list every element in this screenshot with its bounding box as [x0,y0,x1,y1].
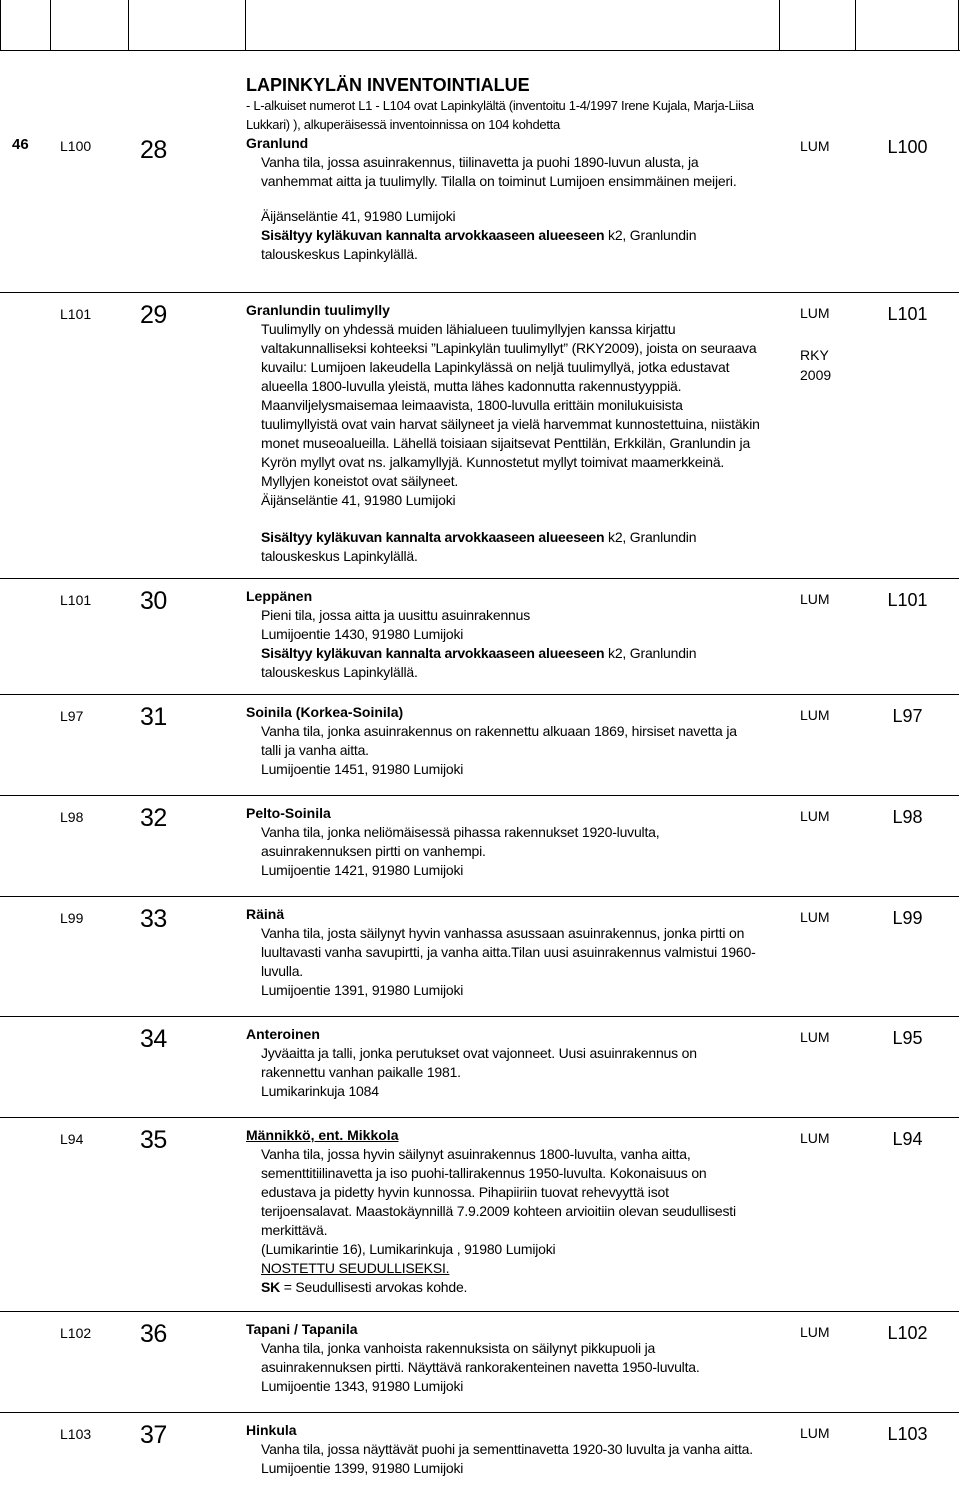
entry-address: Lumijoentie 1421, 91980 Lumijoki [246,861,760,880]
entry-code: L101 [856,579,959,693]
area-note: - L-alkuiset numerot L1 - L104 ovat Lapinkylältä (inventoitu 1-4/1997 Irene Kujala, Marja-Liisa Lukkari) ), alkuperäisessä inventoinnissa on 104 kohdetta [246,96,760,134]
entry-description: Vanha tila, jonka asuinrakennus on rakennettu alkuaan 1869, hirsiset navetta ja talli ja vanha aitta. [246,722,760,760]
sk-abbr: SK [261,1279,280,1295]
entry-name: Tapani / Tapanila [246,1320,760,1339]
entry-code: L102 [856,1312,959,1407]
entry-area [246,644,760,682]
entry-code: L101 [856,293,959,577]
entry-description: Vanha tila, jossa näyttävät puohi ja sementtinavetta 1920-30 luvulta ja vanha aitta. [246,1440,760,1459]
entry-lum: LUM [780,1413,856,1488]
entry-id: 46 [0,50,50,274]
entry-code: L95 [856,1017,959,1112]
entry-description: Vanha tila, jossa asuinrakennus, tiilinavetta ja puohi 1890-luvun alusta, ja vanhemmat aitta ja tuulimylly. Tilalla on toiminut Lumijoen ensimmäinen meijeri. [246,153,760,191]
entry-lum: LUM [780,897,856,1011]
entry-lum: LUM [780,50,856,274]
entry-ref: L94 [50,1118,136,1308]
grid-line [779,0,780,51]
entry-name: Pelto-Soinila [246,804,760,823]
inventory-table [0,50,959,1488]
entry-code: L103 [856,1413,959,1488]
entry-address: (Lumikarintie 16), Lumikarinkuja , 91980 Lumijoki [246,1240,760,1259]
entry-address: Lumijoentie 1391, 91980 Lumijoki [246,981,760,1000]
entry-description: Jyväaitta ja talli, jonka perutukset ovat vajonneet. Uusi asuinrakennus on rakennettu vanhan paikalle 1981. [246,1044,760,1082]
entry-content [246,796,780,891]
grid-line [855,0,856,51]
entry-content [246,897,780,1011]
entry-number: 31 [136,695,246,790]
entry-ref: L100 [50,50,136,274]
sk-text: = Seudullisesti arvokas kohde. [280,1279,467,1295]
entry-code: L99 [856,897,959,1011]
grid-line [958,0,959,51]
entry-status: NOSTETTU SEUDULLISEKSI. [246,1259,760,1278]
entry-content [246,293,780,577]
area-title: LAPINKYLÄN INVENTOINTIALUE [246,74,760,96]
entry-lum: LUM [780,1312,856,1407]
entry-address: Lumikarinkuja 1084 [246,1082,760,1101]
entry-lum: LUM [780,695,856,790]
entry-lum: LUM [780,1118,856,1308]
entry-number: 29 [136,293,246,577]
area-rest: k2, Granlundin talouskeskus Lapinkylällä. [261,227,696,262]
entry-name: Leppänen [246,587,760,606]
entry-ref [50,1017,136,1112]
grid-line [0,0,1,51]
entry-number: 30 [136,579,246,693]
entry-ref: L101 [50,579,136,693]
entry-description: Vanha tila, josta säilynyt hyvin vanhassa asussaan asuinrakennus, jonka pirtti on luultavasti vanha savupirtti, ja vanha aitta.Tilan uusi asuinrakennus valmistui 1960-luvulla. [246,924,760,981]
entry-address: Lumijoentie 1343, 91980 Lumijoki [246,1377,760,1396]
entry-address: Äijänseläntie 41, 91980 Lumijoki [246,207,760,226]
entry-description: Vanha tila, jonka vanhoista rakennuksista on säilynyt pikkupuoli ja asuinrakennuksen pirtti. Näyttävä rankorakenteinen navetta 1950-luvulta. [246,1339,760,1377]
table-row [0,293,959,577]
entry-number: 33 [136,897,246,1011]
grid-line [128,0,129,51]
entry-code: L97 [856,695,959,790]
area-rest: k2, Granlundin talouskeskus Lapinkylällä. [261,645,696,680]
entry-ref: L101 [50,293,136,577]
table-row [0,897,959,1011]
entry-lum: LUM [780,796,856,891]
entry-ref: L97 [50,695,136,790]
entry-content [246,695,780,790]
entry-content [246,1413,780,1488]
entry-code: L100 [856,50,959,274]
entry-ref: L102 [50,1312,136,1407]
area-bold: Sisältyy kyläkuvan kannalta arvokkaaseen alueeseen [261,227,604,243]
area-bold: Sisältyy kyläkuvan kannalta arvokkaaseen alueeseen [261,645,604,661]
entry-sk-note [246,1278,760,1297]
entry-description: Vanha tila, jossa hyvin säilynyt asuinrakennus 1800-luvulta, vanha aitta, sementtitiilinavetta ja iso puohi-tallirakennus 1950-luvulta. Kokonaisuus on edustava ja pidetty hyvin kunnossa. Pihapiiriin tuovat rehevyyttä isot terijoensalavat. Maastokäynnillä 7.9.2009 kohteen arvioitiin olevan seudullisesti merkittävä. [246,1145,760,1240]
entry-address: Lumijoentie 1451, 91980 Lumijoki [246,760,760,779]
entry-area [246,528,760,566]
entry-name: Soinila (Korkea-Soinila) [246,703,760,722]
table-row [0,579,959,693]
entry-number: 36 [136,1312,246,1407]
entry-code: L94 [856,1118,959,1308]
entry-content [246,579,780,693]
entry-name: Hinkula [246,1421,760,1440]
entry-description: Pieni tila, jossa aitta ja uusittu asuinrakennus [246,606,760,625]
entry-code: L98 [856,796,959,891]
entry-name: Männikkö, ent. Mikkola [246,1126,760,1145]
entry-name: Räinä [246,905,760,924]
table-row [0,1017,959,1112]
entry-address: Lumijoentie 1399, 91980 Lumijoki [246,1459,760,1478]
grid-line [245,0,246,51]
table-row [0,1312,959,1407]
entry-number: 34 [136,1017,246,1112]
entry-address: Äijänseläntie 41, 91980 Lumijoki [246,491,760,510]
table-row [0,796,959,891]
entry-number: 32 [136,796,246,891]
entry-content [246,1118,780,1308]
entry-address: Lumijoentie 1430, 91980 Lumijoki [246,625,760,644]
table-row [0,1118,959,1308]
entry-content [246,50,780,274]
grid-line [50,0,51,51]
entry-ref: L103 [50,1413,136,1488]
area-bold: Sisältyy kyläkuvan kannalta arvokkaaseen alueeseen [261,529,604,545]
entry-lum: LUM [780,579,856,693]
table-row [0,50,959,274]
entry-ref: L99 [50,897,136,1011]
entry-description: Vanha tila, jonka neliömäisessä pihassa rakennukset 1920-luvulta, asuinrakennuksen pirtti on vanhempi. [246,823,760,861]
table-row [0,1413,959,1488]
entry-number: 35 [136,1118,246,1308]
entry-name: Granlund [246,134,760,153]
entry-description: Tuulimylly on yhdessä muiden lähialueen tuulimyllyjen kanssa kirjattu valtakunnalliseksi kohteeksi ”Lapinkylän tuulimyllyt” (RKY2009), joista on seuraava kuvailu: Lumijoen lakeudella Lapinkylässä on neljä tuulimyllyä, jotka edustavat alueella 1800-luvulla yleistä, mutta lähes kadonnutta rakennustyyppiä. Maanviljelysmaisemaa leimaavista, 1800-luvulla erittäin monilukuisista tuulimyllyistä ovat vain harvat säilyneet ja vielä harvemmat kunnostettuina, niistäkin monet museoalueilla. Lähellä toisiaan sijaitsevat Penttilän, Erkkilän, Granlundin ja Kyrön myllyt ovat ns. jalkamyllyjä. Kunnostetut myllyt toimivat maamerkkeinä. Myllyjen koneistot ovat säilyneet. [246,320,760,491]
entry-number: 28 [136,50,246,274]
entry-lum-cell [780,293,856,577]
entry-lum: LUM [800,303,856,323]
entry-area [246,226,760,264]
entry-rky: RKY [800,345,856,365]
area-rest: k2, Granlundin talouskeskus Lapinkylällä. [261,529,696,564]
entry-content [246,1312,780,1407]
entry-content [246,1017,780,1112]
entry-number: 37 [136,1413,246,1488]
entry-name: Anteroinen [246,1025,760,1044]
entry-rky-year: 2009 [800,365,856,385]
table-row [0,695,959,790]
entry-ref: L98 [50,796,136,891]
entry-lum: LUM [780,1017,856,1112]
entry-name: Granlundin tuulimylly [246,301,760,320]
